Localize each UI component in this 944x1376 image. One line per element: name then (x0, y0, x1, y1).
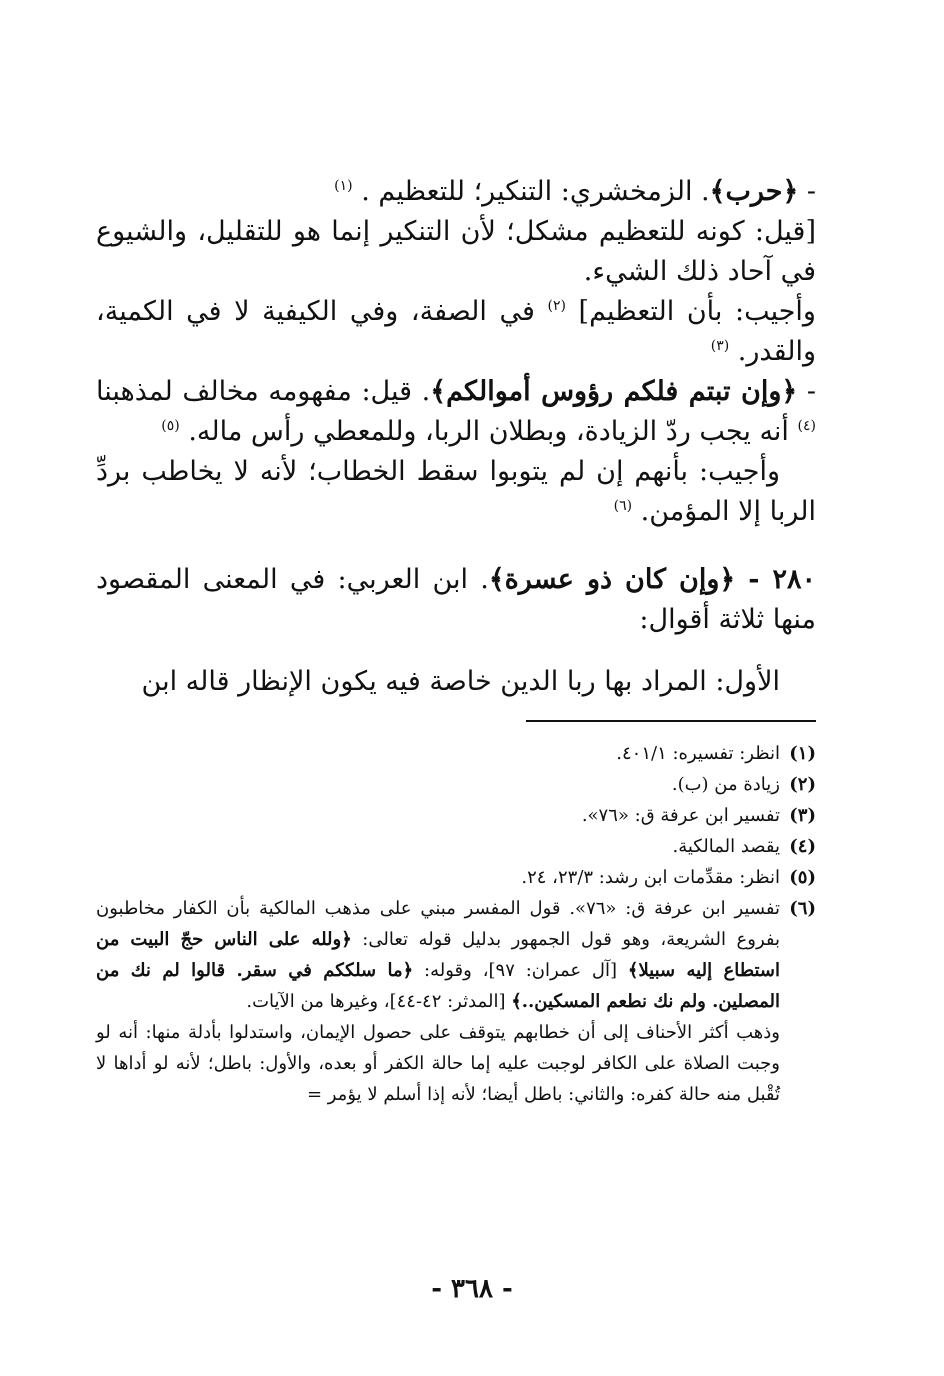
text: وأجيب: بأن التعظيم] (578, 296, 816, 327)
page-body (96, 172, 816, 1110)
quran-quote: ﴿وإن كان ذو عسرة﴾ (488, 564, 736, 595)
text: . الزمخشري: التنكير؛ للتعظيم . (361, 176, 710, 207)
quran-quote: ﴿ما سلككم في سقر. قالوا لم نك من المصلين. ولم نك نطعم المسكين..﴾ (96, 960, 780, 1012)
text: في الصفة، وفي الكيفية لا في الكمية، والقدر. (96, 296, 816, 367)
quran-quote: ﴿ولله على الناس حجّ البيت من استطاع إليه سبيلا﴾ (96, 929, 780, 981)
footnote-text: انظر: تفسيره: ٤٠١/١. (616, 743, 780, 764)
quran-quote: ﴿وإن تبتم فلكم رؤوس أموالكم﴾ (430, 376, 798, 407)
text: . قيل: مفهومه مخالف لمذهبنا (96, 376, 431, 407)
footnote-number: (٤) (789, 836, 816, 857)
paragraph-3 (96, 292, 816, 372)
footnote-number: (٦) (789, 898, 816, 919)
text: [آل عمران: ٩٧]، وقوله: (413, 960, 628, 981)
footnote-number: (٥) (789, 867, 816, 888)
paragraph-4 (96, 372, 816, 452)
footnote-marker: (٣) (710, 338, 730, 354)
text: . ابن العربي: في المعنى المقصود منها ثلاثة أقوال: (96, 564, 816, 635)
text: وذهب أكثر الأحناف إلى أن خطابهم يتوقف على حصول الإيمان، واستدلوا بأدلة منها: أنه لو وجبت الصلاة على الكافر لوجبت عليه إما حالة الكفر أو بعده، والأول: باطل؛ لأنه لو أداها لا تُقْبل منه حالة كفره: والثاني: باطل أيضا؛ لأنه إذا أسلم لا يؤمر = (96, 1022, 781, 1105)
text: أنه يجب ردّ الزيادة، وبطلان الربا، وللمعطي رأس ماله. (188, 416, 789, 447)
footnote-number: (٣) (789, 805, 816, 826)
footnote-6 (96, 893, 816, 1110)
footnote-2 (96, 769, 816, 800)
verse-number: ٢٨٠ - (735, 564, 816, 595)
page-number: - ٣٦٨ - (431, 1274, 513, 1304)
footnote-5 (96, 862, 816, 893)
paragraph-1 (96, 172, 816, 212)
main-text (96, 172, 816, 702)
footnote-text (96, 893, 780, 1110)
footnote-text: انظر: مقدِّمات ابن رشد: ٢٣/٣، ٢٤. (521, 867, 780, 888)
text: الأول: المراد بها ربا الدين خاصة فيه يكون الإنظار قاله ابن (141, 666, 780, 697)
dash: - (797, 376, 816, 407)
footnote-marker: (٦) (613, 498, 633, 514)
footnote-1 (96, 738, 816, 769)
footnote-text: يقصد المالكية. (672, 836, 780, 857)
footnote-3 (96, 800, 816, 831)
footnote-marker: (٢) (547, 298, 566, 314)
text: [المدثر: ٤٢-٤٤]، وغيرها من الآيات. (246, 991, 512, 1012)
quran-quote: ﴿حرب﴾ (709, 176, 799, 207)
footnote-marker: (٤) (797, 418, 816, 434)
paragraph-2 (96, 212, 816, 292)
paragraph-5 (96, 452, 816, 532)
footnote-number: (٢) (789, 774, 816, 795)
text: وأجيب: بأنهم إن لم يتوبوا سقط الخطاب؛ لأنه لا يخاطب بردِّ الربا إلا المؤمن. (96, 456, 816, 527)
text: [قيل: كونه للتعظيم مشكل؛ لأن التنكير إنما هو للتقليل، والشيوع في آحاد ذلك الشيء. (96, 216, 816, 287)
text: تفسير ابن عرفة ق: «٧٦». قول المفسر مبني على مذهب المالكية بأن الكفار مخاطبون بفروع الشريعة، وهو قول الجمهور بدليل قوله تعالى: (96, 898, 781, 950)
paragraph-verse-280 (96, 560, 816, 640)
paragraph-7 (96, 662, 816, 702)
dash: - (798, 176, 816, 207)
footnote-4 (96, 831, 816, 862)
footnotes (96, 738, 816, 1110)
footnote-marker: (٥) (161, 418, 180, 434)
footnote-number: (١) (789, 743, 816, 764)
footnote-marker: (١) (334, 178, 353, 194)
footnote-divider (526, 720, 816, 722)
footnote-text: زيادة من (ب). (671, 774, 780, 795)
footnote-text: تفسير ابن عرفة ق: «٧٦». (581, 805, 780, 826)
